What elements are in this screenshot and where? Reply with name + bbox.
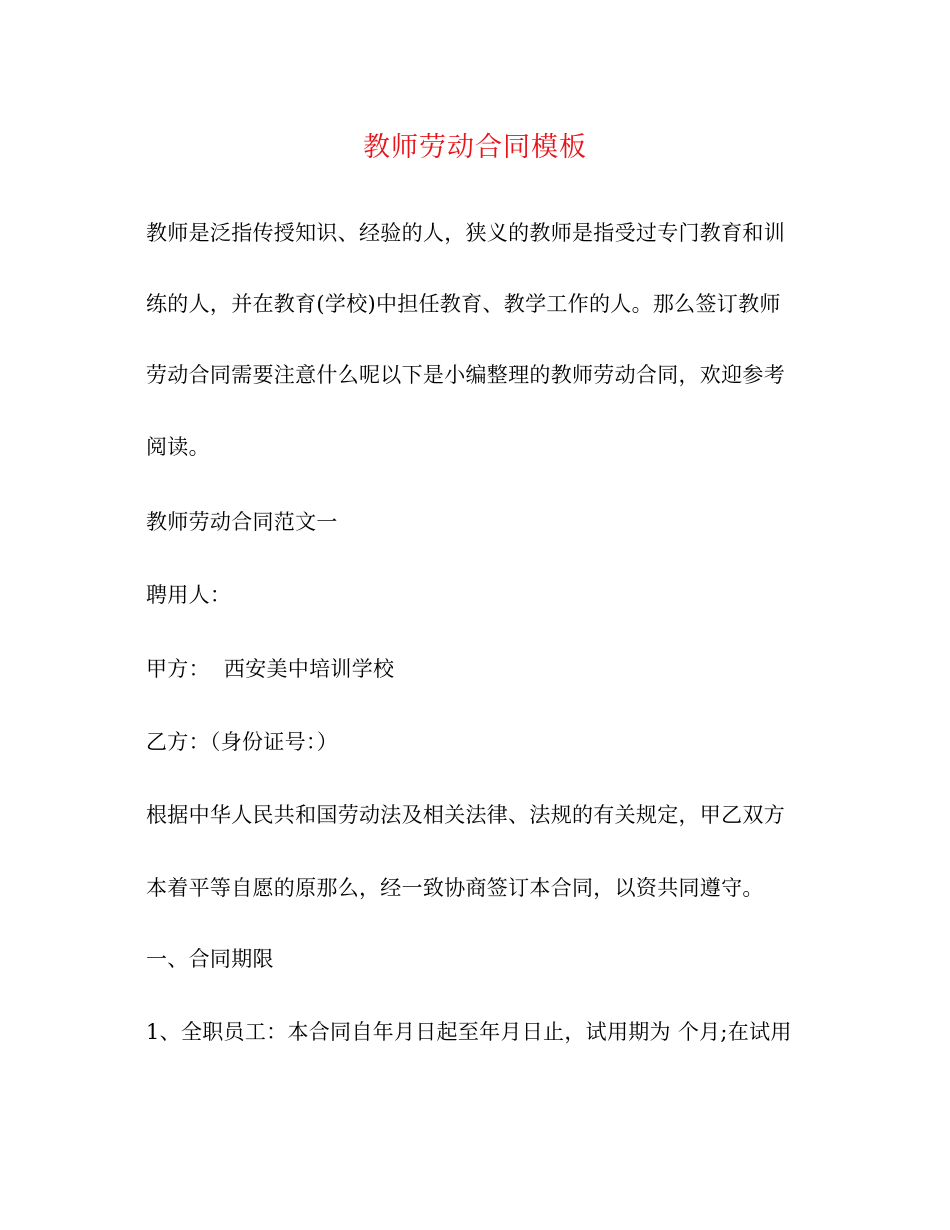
party-b-line: 乙方：（身份证号：）	[146, 730, 338, 754]
party-a-label: 甲方：	[146, 657, 210, 681]
intro-line: 阅读。	[146, 435, 210, 459]
document-title: 教师劳动合同模板	[363, 132, 587, 163]
intro-line: 劳动合同需要注意什么呢以下是小编整理的教师劳动合同，欢迎参考	[146, 363, 785, 387]
basis-line: 根据中华人民共和国劳动法及相关法律、法规的有关规定，甲乙双方	[146, 803, 785, 827]
party-a-line	[146, 651, 826, 687]
basis-line: 本着平等自愿的原那么，经一致协商签订本合同，以资共同遵守。	[146, 876, 764, 900]
intro-line: 教师是泛指传授知识、经验的人，狭义的教师是指受过专门教育和训	[146, 221, 785, 245]
intro-line: 练的人，并在教育(学校)中担任教育、教学工作的人。那么签订教师	[146, 292, 781, 316]
section-title: 教师劳动合同范文一	[146, 510, 338, 534]
employer-label: 聘用人：	[146, 583, 232, 607]
party-a-value: 西安美中培训学校	[223, 657, 395, 681]
clause-1-line: 1、全职员工：本合同自年月日起至年月日止，试用期为 个月;在试用	[146, 1020, 792, 1044]
clause-heading: 一、合同期限	[146, 947, 274, 971]
